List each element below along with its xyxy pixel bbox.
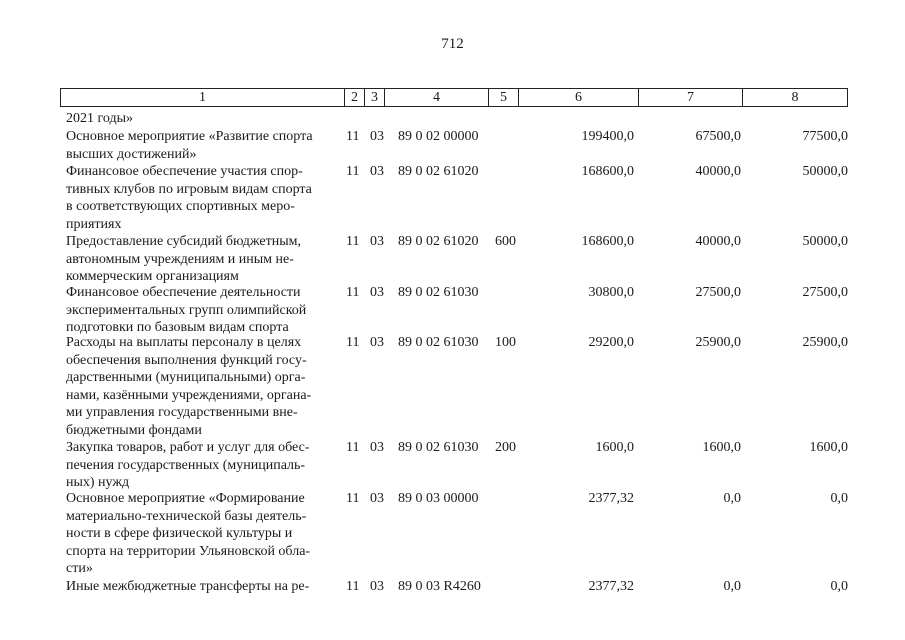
row-3-col-8: 50000,0 (802, 234, 848, 249)
column-header-3: 3 (365, 89, 385, 106)
description-line: экспериментальных групп олимпийской (66, 302, 307, 318)
row-1-col-7: 67500,0 (695, 129, 741, 144)
column-header-7: 7 (639, 89, 743, 106)
row-6-description (66, 439, 342, 492)
description-line: материально-технической базы деятель- (66, 508, 307, 524)
description-line: автономным учреждениям и иным не- (66, 251, 294, 267)
row-7-description (66, 490, 342, 578)
description-line: в соответствующих спортивных меро- (66, 199, 295, 214)
continuation-text: 2021 годы» (66, 111, 134, 126)
row-8-col-8: 0,0 (830, 579, 848, 594)
description-line: ми управления государственными вне- (66, 405, 298, 420)
row-5-col-8: 25900,0 (802, 335, 848, 350)
description-line: Основное мероприятие «Формирование (66, 491, 305, 506)
row-5-description (66, 334, 342, 439)
column-header-5: 5 (489, 89, 519, 106)
row-5-col-2: 11 (346, 335, 360, 350)
row-5-col-6: 29200,0 (588, 335, 634, 350)
row-4-col-6: 30800,0 (588, 285, 634, 300)
row-6-col-4: 89 0 02 61030 (398, 440, 479, 455)
row-6-col-8: 1600,0 (809, 440, 848, 455)
row-8-col-6: 2377,32 (588, 579, 634, 594)
description-line: Финансовое обеспечение деятельности (66, 285, 301, 300)
description-line: коммерческим организациям (66, 269, 239, 284)
row-4-col-4: 89 0 02 61030 (398, 285, 479, 300)
row-6-col-6: 1600,0 (595, 440, 634, 455)
row-6-col-2: 11 (346, 440, 360, 455)
row-5-col-3: 03 (370, 335, 384, 350)
description-line: ности в сфере физической культуры и (66, 526, 293, 541)
description-line: бюджетными фондами (66, 422, 202, 438)
description-line: обеспечения выполнения функций госу- (66, 352, 307, 368)
description-line: Иные межбюджетные трансферты на ре- (66, 579, 310, 594)
row-8-description (66, 578, 342, 596)
description-line: приятиях (66, 216, 122, 232)
description-line: подготовки по базовым видам спорта (66, 320, 289, 335)
row-8-col-7: 0,0 (723, 579, 741, 594)
row-3-col-2: 11 (346, 234, 360, 249)
row-5-col-7: 25900,0 (695, 335, 741, 350)
row-2-col-4: 89 0 02 61020 (398, 164, 479, 179)
description-line: спорта на территории Ульяновской обла- (66, 543, 311, 559)
column-header-2: 2 (345, 89, 365, 106)
row-7-col-3: 03 (370, 491, 384, 506)
row-2-col-7: 40000,0 (695, 164, 741, 179)
description-line: нами, казёнными учреждениями, органа- (66, 387, 312, 403)
row-8-col-3: 03 (370, 579, 384, 594)
description-line: дарственными (муниципальными) орга- (66, 370, 306, 385)
row-2-col-3: 03 (370, 164, 384, 179)
row-4-col-7: 27500,0 (695, 285, 741, 300)
row-1-col-8: 77500,0 (802, 129, 848, 144)
row-1-col-2: 11 (346, 129, 360, 144)
row-4-col-3: 03 (370, 285, 384, 300)
row-4-col-2: 11 (346, 285, 360, 300)
row-5-col-5: 100 (495, 335, 516, 350)
row-2-col-6: 168600,0 (581, 164, 634, 179)
row-3-col-4: 89 0 02 61020 (398, 234, 479, 249)
description-line: печения государственных (муниципаль- (66, 457, 306, 473)
row-7-col-8: 0,0 (830, 491, 848, 506)
row-3-col-3: 03 (370, 234, 384, 249)
row-3-col-6: 168600,0 (581, 234, 634, 249)
row-6-col-5: 200 (495, 440, 516, 455)
description-line: Финансовое обеспечение участия спор- (66, 164, 303, 179)
row-1-col-6: 199400,0 (581, 129, 634, 144)
description-line: Предоставление субсидий бюджетным, (66, 234, 302, 249)
description-line: сти» (66, 561, 93, 576)
row-3-description (66, 233, 342, 286)
description-line: ных) нужд (66, 475, 130, 490)
row-2-col-2: 11 (346, 164, 360, 179)
row-5-col-4: 89 0 02 61030 (398, 335, 479, 350)
row-3-col-7: 40000,0 (695, 234, 741, 249)
row-7-col-6: 2377,32 (588, 491, 634, 506)
row-1-col-3: 03 (370, 129, 384, 144)
row-8-col-4: 89 0 03 R4260 (398, 579, 481, 594)
row-4-description (66, 284, 342, 337)
description-line: высших достижений» (66, 146, 197, 162)
row-2-col-8: 50000,0 (802, 164, 848, 179)
row-6-col-7: 1600,0 (702, 440, 741, 455)
column-header-4: 4 (385, 89, 489, 106)
row-7-col-2: 11 (346, 491, 360, 506)
row-1-description (66, 128, 342, 163)
description-line: Расходы на выплаты персоналу в целях (66, 335, 302, 350)
row-4-col-8: 27500,0 (802, 285, 848, 300)
column-header-8: 8 (791, 90, 799, 105)
row-1-col-4: 89 0 02 00000 (398, 129, 479, 144)
page-number: 712 (441, 36, 464, 52)
row-3-col-5: 600 (495, 234, 516, 249)
row-8-col-2: 11 (346, 579, 360, 594)
row-7-col-7: 0,0 (723, 491, 741, 506)
row-7-col-4: 89 0 03 00000 (398, 491, 479, 506)
column-header-1: 1 (61, 89, 345, 106)
description-line: Закупка товаров, работ и услуг для обес- (66, 440, 310, 455)
row-6-col-3: 03 (370, 440, 384, 455)
table-header-row (60, 88, 848, 107)
row-2-description (66, 163, 342, 233)
column-header-6: 6 (519, 89, 639, 106)
description-line: тивных клубов по игровым видам спорта (66, 181, 312, 197)
description-line: Основное мероприятие «Развитие спорта (66, 129, 313, 144)
